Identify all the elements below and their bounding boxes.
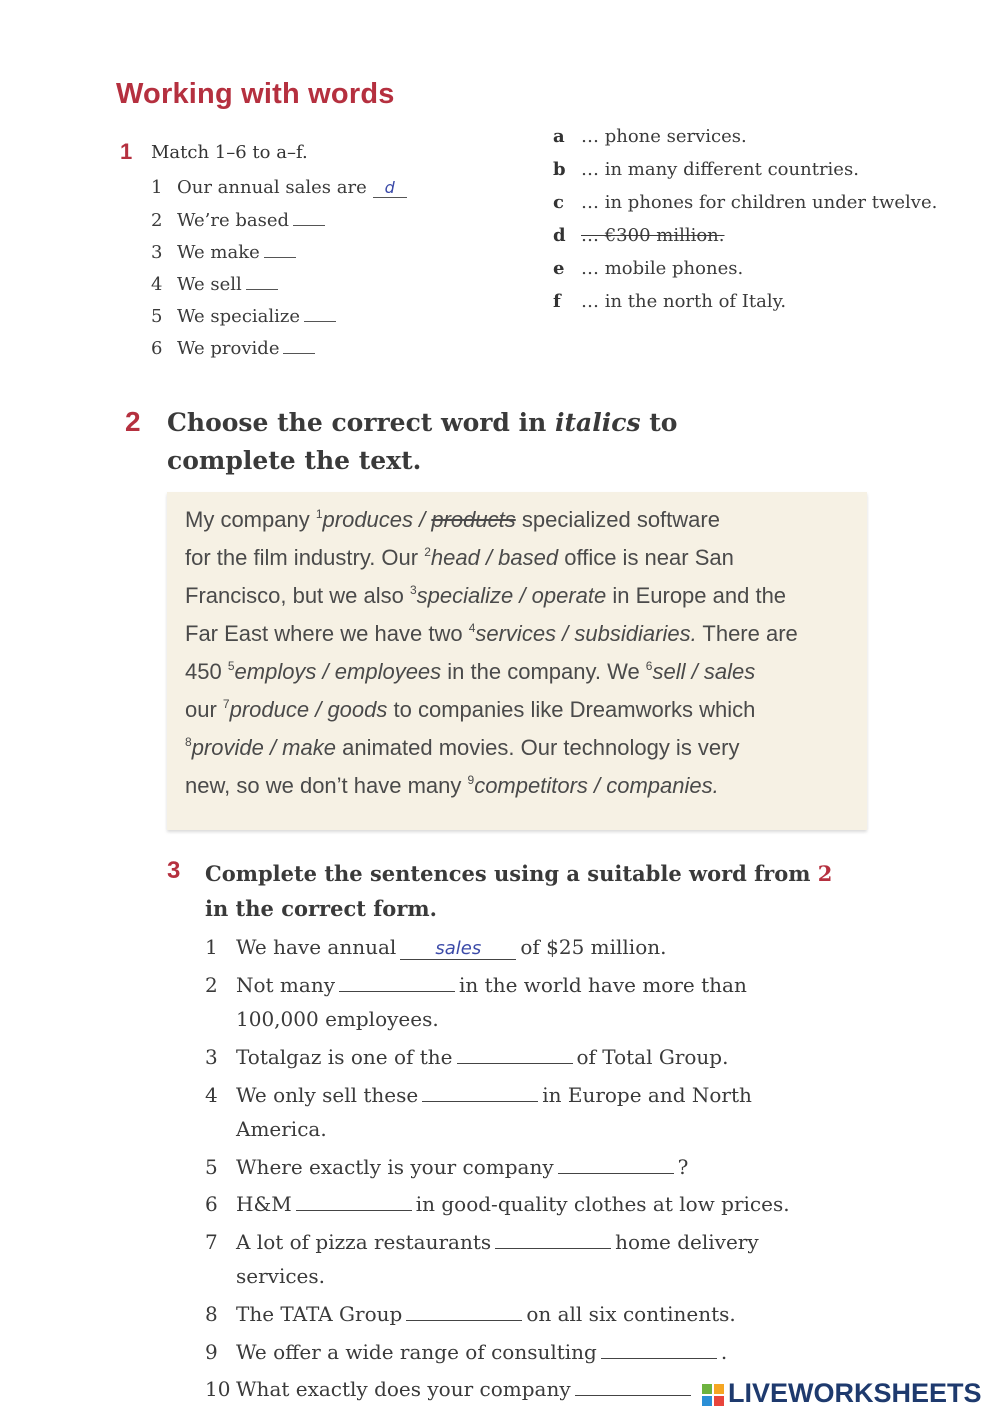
option-text: … phone services. bbox=[581, 126, 747, 147]
answer-blank-s10[interactable] bbox=[575, 1379, 691, 1396]
item-text: We provide bbox=[177, 338, 280, 359]
item-number: 1 bbox=[151, 177, 163, 198]
option-letter: a bbox=[553, 126, 565, 147]
choice-8[interactable]: provide / make bbox=[191, 735, 336, 760]
text-line-7: $^8$provide / make animated movies. Our technology is very bbox=[185, 735, 740, 760]
answer-blank-s7[interactable] bbox=[495, 1232, 611, 1249]
exercise-2-number: 2 bbox=[125, 406, 141, 437]
option-letter: c bbox=[553, 192, 564, 213]
sentence-6: 6 H&M in good-quality clothes at low prices. bbox=[205, 1192, 790, 1216]
text-line-8: new, so we don’t have many $^9$competitors / companies. bbox=[185, 773, 719, 798]
sentence-2-cont: 100,000 employees. bbox=[236, 1007, 439, 1031]
exercise-3-instruction: Complete the sentences using a suitable word from 2 in the correct form. bbox=[205, 861, 833, 921]
sentence-10: 10 What exactly does your company bbox=[205, 1377, 695, 1401]
match-item-4 bbox=[151, 273, 278, 295]
text-line-1: My company $^1$produces / products specialized software bbox=[185, 507, 720, 532]
option-letter: b bbox=[553, 159, 566, 180]
answer-blank-2[interactable] bbox=[293, 209, 325, 226]
answer-blank-s6[interactable] bbox=[296, 1194, 412, 1211]
answer-blank-s8[interactable] bbox=[406, 1304, 522, 1321]
text-line-3: Francisco, but we also $^3$specialize / operate in Europe and the bbox=[185, 583, 787, 608]
sentence-3: 3 Totalgaz is one of the of Total Group. bbox=[205, 1045, 729, 1069]
text-line-2: for the film industry. Our $^2$head / based office is near San bbox=[185, 545, 734, 570]
match-option-f bbox=[553, 291, 786, 312]
choice-3[interactable]: specialize / operate bbox=[416, 583, 607, 608]
answer-blank-s1[interactable]: sales bbox=[400, 938, 516, 960]
match-option-e bbox=[553, 258, 743, 279]
answer-blank-3[interactable] bbox=[264, 241, 296, 258]
logo-text: LIVEWORKSHEETS bbox=[728, 1378, 982, 1408]
match-option-a bbox=[553, 126, 747, 147]
text-line-6: our $^7$produce / goods to companies like Dreamworks which bbox=[185, 697, 756, 722]
option-text: … in phones for children under twelve. bbox=[581, 192, 938, 213]
sentence-1: 1 We have annual sales of $25 million. bbox=[205, 935, 667, 959]
liveworksheets-logo-icon bbox=[702, 1384, 724, 1406]
sentence-9: 9 We offer a wide range of consulting . bbox=[205, 1340, 728, 1364]
option-text: … in the north of Italy. bbox=[581, 291, 787, 312]
answer-blank-s5[interactable] bbox=[558, 1157, 674, 1174]
item-number: 5 bbox=[151, 306, 163, 327]
match-item-2 bbox=[151, 209, 325, 231]
page-title: Working with words bbox=[116, 78, 395, 110]
choice-9[interactable]: competitors / companies. bbox=[474, 773, 719, 798]
exercise-1-number: 1 bbox=[120, 139, 133, 164]
match-item-1 bbox=[151, 177, 407, 198]
answer-blank-s2[interactable] bbox=[339, 975, 455, 992]
item-text: We sell bbox=[177, 274, 242, 295]
choice-7[interactable]: produce / goods bbox=[229, 697, 388, 722]
match-item-6 bbox=[151, 337, 315, 359]
sentence-4-cont: America. bbox=[236, 1117, 327, 1141]
option-letter: f bbox=[553, 291, 561, 312]
sentence-2: 2 Not many in the world have more than bbox=[205, 973, 747, 997]
option-letter: d bbox=[553, 225, 566, 246]
answer-blank-s3[interactable] bbox=[457, 1047, 573, 1064]
item-text: We’re based bbox=[177, 210, 290, 231]
match-option-b bbox=[553, 159, 859, 180]
item-text: We make bbox=[177, 242, 260, 263]
answer-blank-4[interactable] bbox=[246, 273, 278, 290]
answer-blank-5[interactable] bbox=[304, 305, 336, 322]
text-line-5: 450 $^5$employs / employees in the company. We $^6$sell / sales bbox=[185, 659, 756, 684]
item-number: 3 bbox=[151, 242, 163, 263]
text-line-4: Far East where we have two $^4$services / subsidiaries. There are bbox=[185, 621, 798, 646]
choice-5[interactable]: employs / employees bbox=[234, 659, 442, 684]
choice-2[interactable]: head / based bbox=[430, 545, 559, 570]
sentence-7-cont: services. bbox=[236, 1264, 326, 1288]
match-item-3 bbox=[151, 241, 296, 263]
option-letter: e bbox=[553, 258, 565, 279]
exercise-3-number: 3 bbox=[167, 857, 181, 884]
sentence-7: 7 A lot of pizza restaurants home delivery bbox=[205, 1230, 759, 1254]
answer-blank-s9[interactable] bbox=[601, 1342, 717, 1359]
item-number: 6 bbox=[151, 338, 163, 359]
choice-6[interactable]: sell / sales bbox=[652, 659, 756, 684]
answer-blank-6[interactable] bbox=[283, 337, 315, 354]
item-number: 2 bbox=[151, 210, 163, 231]
answer-blank-s4[interactable] bbox=[422, 1085, 538, 1102]
liveworksheets-logo bbox=[700, 1378, 982, 1410]
match-option-d bbox=[553, 225, 725, 246]
exercise-1-instruction: Match 1–6 to a–f. bbox=[151, 142, 308, 163]
choice-4[interactable]: services / subsidiaries. bbox=[475, 621, 697, 646]
match-item-5 bbox=[151, 305, 336, 327]
option-text: … €300 million. bbox=[581, 225, 725, 246]
exercise-2-instruction: Choose the correct word in italics to complete the text. bbox=[167, 408, 678, 475]
item-number: 4 bbox=[151, 274, 163, 295]
sentence-4: 4 We only sell these in Europe and North bbox=[205, 1083, 752, 1107]
item-text: Our annual sales are bbox=[177, 177, 367, 198]
item-text: We specialize bbox=[177, 306, 301, 327]
sentence-5: 5 Where exactly is your company ? bbox=[205, 1155, 689, 1179]
choice-1[interactable]: produces / products bbox=[322, 507, 516, 532]
option-text: … in many different countries. bbox=[581, 159, 859, 180]
answer-blank-1[interactable]: d bbox=[373, 178, 407, 198]
match-option-c bbox=[553, 192, 937, 213]
option-text: … mobile phones. bbox=[581, 258, 744, 279]
sentence-8: 8 The TATA Group on all six continents. bbox=[205, 1302, 736, 1326]
